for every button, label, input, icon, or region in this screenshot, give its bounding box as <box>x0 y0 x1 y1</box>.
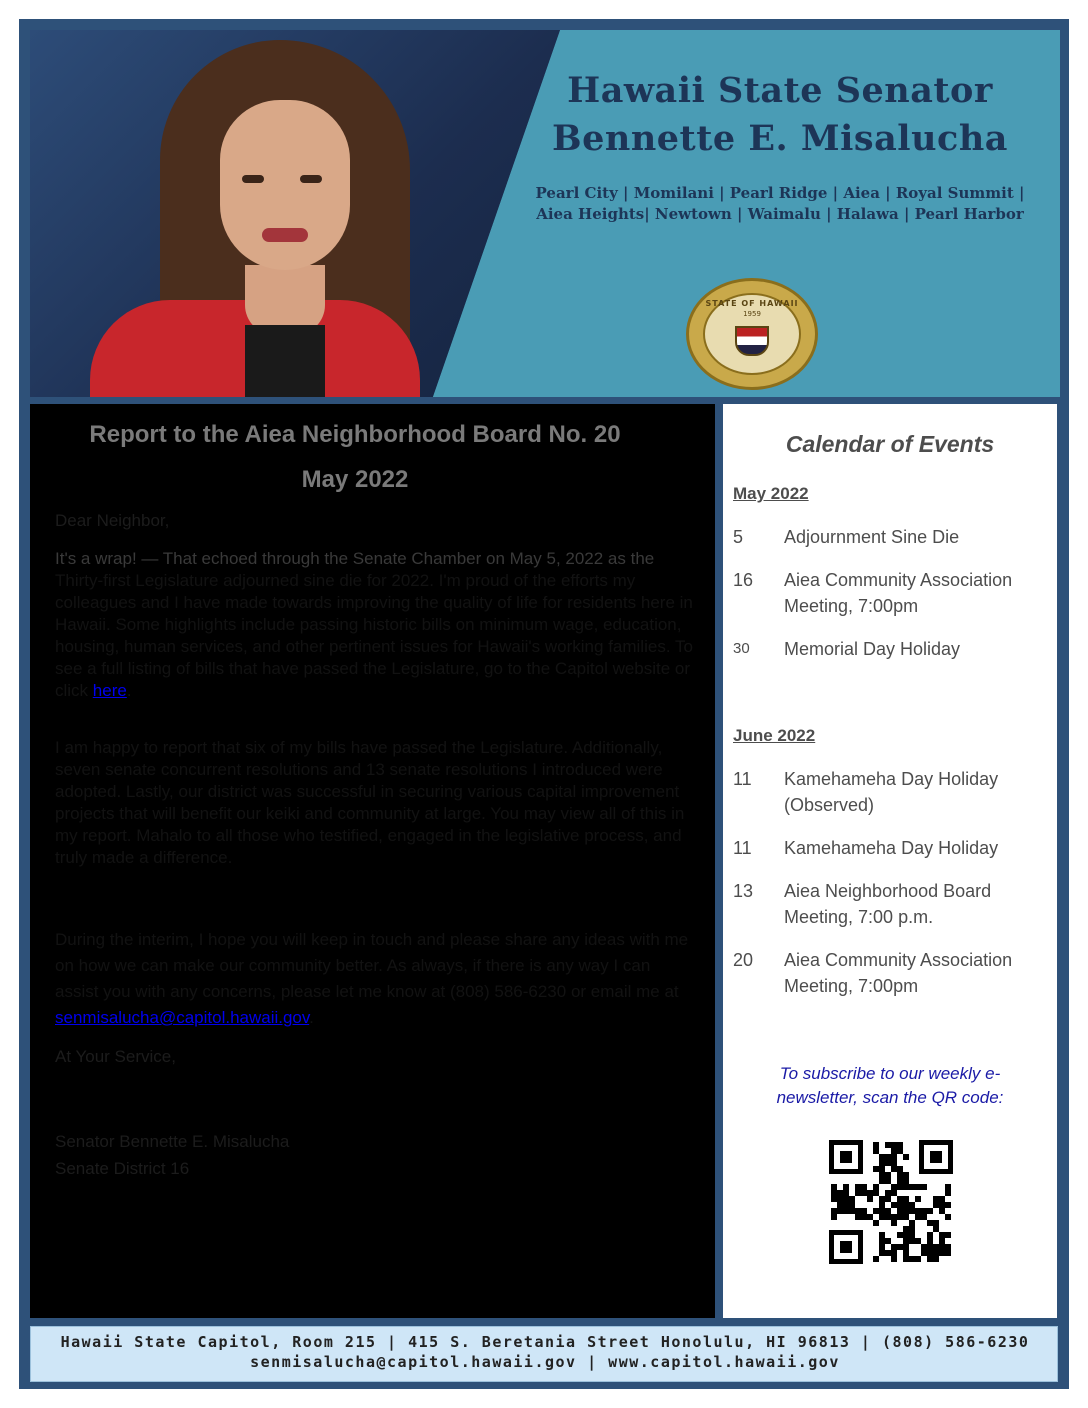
qr-code[interactable] <box>829 1140 953 1264</box>
event-day: 11 <box>733 838 752 858</box>
subscribe-text: To subscribe to our weekly e-newsletter, scan the QR code: <box>776 1064 1004 1107</box>
qr-module <box>945 1190 951 1196</box>
footer-contact <box>30 1326 1058 1382</box>
event-day: 11 <box>733 769 752 789</box>
qr-module <box>891 1220 897 1226</box>
seal-shield-icon <box>735 326 769 356</box>
event-day: 16 <box>733 570 754 590</box>
qr-module <box>945 1214 951 1220</box>
bills-link[interactable]: here <box>92 681 127 700</box>
qr-module <box>873 1220 879 1226</box>
event-text: Aiea Community Association Meeting, 7:00pm <box>784 570 1013 616</box>
closing: At Your Service, <box>55 1047 176 1066</box>
event-day: 30 <box>733 640 750 657</box>
event-text: Kamehameha Day Holiday (Observed) <box>784 769 999 815</box>
senator-photo <box>30 30 560 397</box>
event-text: Memorial Day Holiday <box>784 639 961 659</box>
report-panel <box>30 404 715 1318</box>
qr-module <box>933 1256 939 1262</box>
paragraph-1-text: Thirty-first Legislature adjourned sine die for 2022. I'm proud of the efforts my colleagues and I have made towards improving the quality of life for residents here in Hawaii. Some highlights include passing historic bills on minimum wage, education, housing, human services, and other pertinent issues for Hawaii's working families. To see a full listing of bills that have passed the Legislature, go to the Capitol website or click <box>55 571 693 700</box>
month-heading-may: May 2022 <box>733 484 809 503</box>
qr-module <box>867 1196 873 1202</box>
signature-district: Senate District 16 <box>55 1159 190 1178</box>
qr-finder <box>919 1140 953 1174</box>
qr-finder <box>829 1140 863 1174</box>
state-seal <box>686 278 818 390</box>
qr-module <box>831 1214 837 1220</box>
signature-name: Senator Bennette E. Misalucha <box>55 1132 290 1151</box>
month-heading-june: June 2022 <box>733 726 816 745</box>
qr-module <box>915 1256 921 1262</box>
qr-module <box>903 1154 909 1160</box>
qr-module <box>927 1208 933 1214</box>
greeting: Dear Neighbor, <box>55 511 170 530</box>
event-text: Kamehameha Day Holiday <box>784 838 999 858</box>
qr-module <box>945 1250 951 1256</box>
seal-year: 1959 <box>743 310 761 318</box>
qr-module <box>945 1202 951 1208</box>
paragraph-1-intro: It's a wrap! — That echoed through the Senate Chamber on May 5, 2022 as the <box>55 549 655 568</box>
event-day: 5 <box>733 527 744 547</box>
qr-module <box>873 1256 879 1262</box>
event-day: 20 <box>733 950 754 970</box>
qr-finder <box>829 1230 863 1264</box>
email-link[interactable]: senmisalucha@capitol.hawaii.gov <box>55 1008 310 1027</box>
qr-module <box>915 1196 921 1202</box>
event-day: 13 <box>733 881 754 901</box>
senator-name: Bennette E. Misalucha <box>552 118 1008 159</box>
header-banner <box>30 30 1060 397</box>
paragraph-2: I am happy to report that six of my bills have passed the Legislature. Additionally, seven senate concurrent resolutions and 13 senate resolutions I introduced were adopted. Lastly, our district was successful in securing various capital improvement projects that will benefit our keiki and community at large. You may view all of this in my report. Mahalo to all those who testified, engaged in the legislative process, and truly made a difference. <box>55 738 685 867</box>
district-areas: Aiea Heights| Newtown | Waimalu | Halawa | Pearl Harbor <box>536 205 1024 223</box>
district-areas: Pearl City | Momilani | Pearl Ridge | Aiea | Royal Summit | <box>535 184 1025 202</box>
report-title: Report to the Aiea Neighborhood Board No. 20 <box>89 421 621 448</box>
event-text: Aiea Community Association Meeting, 7:00pm <box>784 950 1013 996</box>
event-text: Adjournment Sine Die <box>784 527 960 547</box>
page-title: Hawaii State Senator <box>567 70 993 111</box>
paragraph-3-text: During the interim, I hope you will keep in touch and please share any ideas with me on how we can make our community better. As always, if there is any way I can assist you with any concerns, please let me know at (808) 586-6230 or email me at <box>55 930 689 1001</box>
footer-address: Hawaii State Capitol, Room 215 | 415 S. Beretania Street Honolulu, HI 96813 | (808) 586-6230 <box>60 1333 1030 1351</box>
seal-text: STATE OF HAWAII <box>705 299 799 308</box>
paragraph-1: It's a wrap! — That echoed through the Senate Chamber on May 5, 2022 as the Thirty-first Legislature adjourned sine die for 2022. I'm proud of the efforts my colleagues and I have made towards improving the quality of life for residents here in Hawaii. Some highlights include passing historic bills on minimum wage, education, housing, human services, and other pertinent issues for Hawaii's working families. To see a full listing of bills that have passed the Legislature, go to the Capitol website or click here. <box>55 549 693 700</box>
qr-module <box>945 1232 951 1238</box>
qr-module <box>891 1256 897 1262</box>
event-text: Aiea Neighborhood Board Meeting, 7:00 p.m. <box>784 881 992 927</box>
paragraph-3: During the interim, I hope you will keep in touch and please share any ideas with me on how we can make our community better. As always, if there is any way I can assist you with any concerns, please let me know at (808) 586-6230 or email me at senmisalucha@capitol.hawaii.gov. <box>55 930 689 1027</box>
calendar-panel <box>723 404 1057 1318</box>
report-date: May 2022 <box>301 466 409 493</box>
footer-web: senmisalucha@capitol.hawaii.gov | www.capitol.hawaii.gov <box>250 1353 840 1371</box>
calendar-title: Calendar of Events <box>785 431 995 457</box>
qr-module <box>921 1184 927 1190</box>
